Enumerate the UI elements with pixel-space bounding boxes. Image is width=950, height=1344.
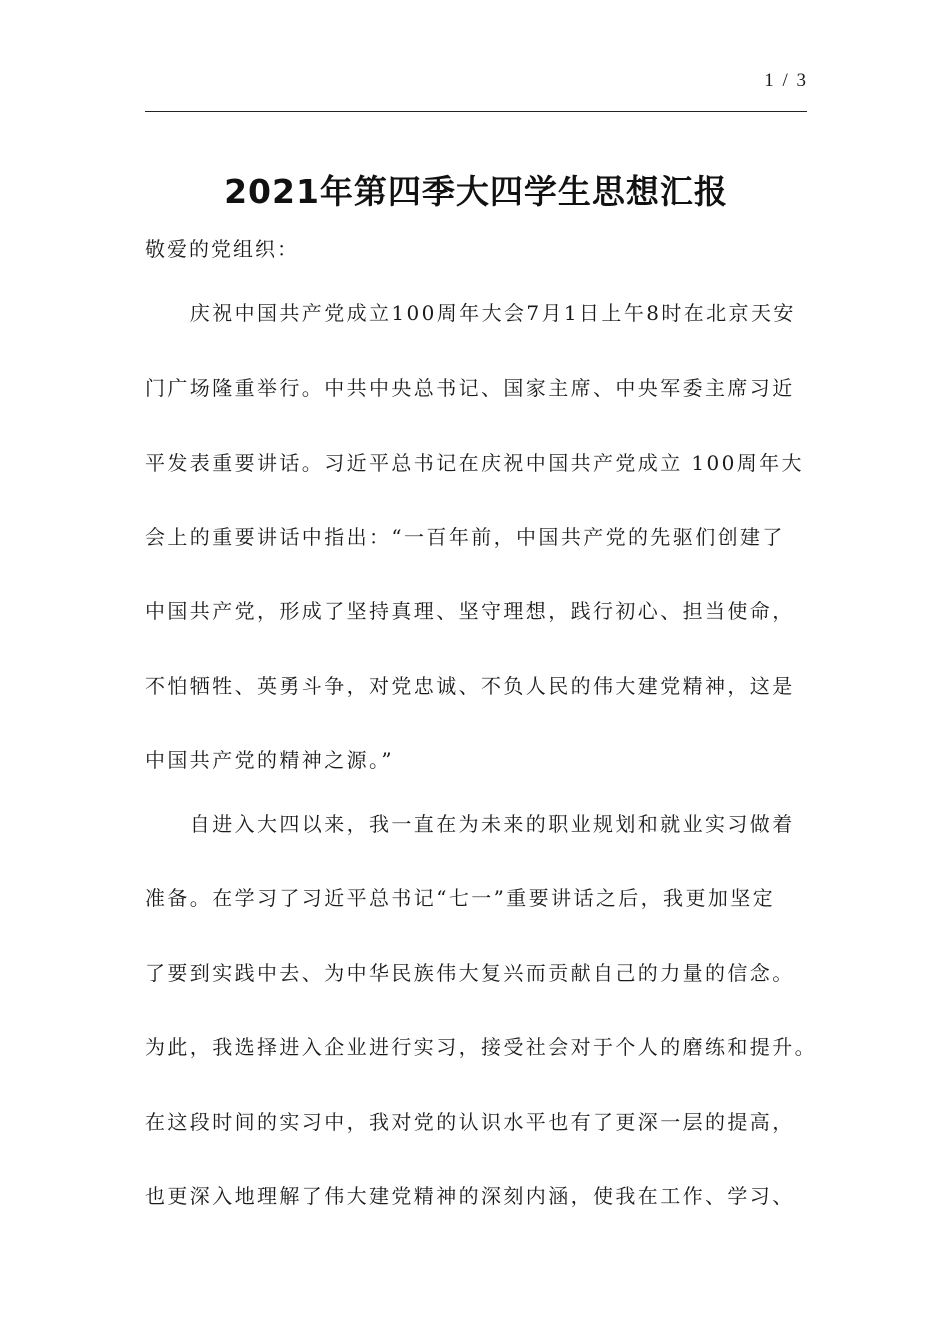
body-line: 会上的重要讲话中指出：“一百年前，中国共产党的先驱们创建了	[145, 525, 785, 549]
body-line: 在这段时间的实习中，我对党的认识水平也有了更深一层的提高，	[145, 1110, 795, 1134]
page-number: 1 / 3	[764, 70, 808, 91]
body-line: 庆祝中国共产党成立100周年大会7月1日上午8时在北京天安	[145, 301, 796, 325]
body-line: 中国共产党，形成了坚持真理、坚守理想，践行初心、担当使命，	[145, 599, 795, 623]
body-line: 自进入大四以来，我一直在为未来的职业规划和就业实习做着	[145, 812, 795, 836]
body-line: 了要到实践中去、为中华民族伟大复兴而贡献自己的力量的信念。	[145, 961, 795, 985]
body-line: 门广场隆重举行。中共中央总书记、国家主席、中央军委主席习近	[145, 376, 795, 400]
body-line: 准备。在学习了习近平总书记“七一”重要讲话之后，我更加坚定	[145, 886, 776, 910]
document-title: 2021年第四季大四学生思想汇报	[224, 172, 728, 211]
body-line: 不怕牺牲、英勇斗争，对党忠诚、不负人民的伟大建党精神，这是	[145, 674, 795, 698]
body-line: 中国共产党的精神之源。”	[145, 748, 395, 772]
body-line: 平发表重要讲话。习近平总书记在庆祝中国共产党成立 100周年大	[145, 451, 804, 475]
salutation: 敬爱的党组织：	[145, 237, 299, 261]
body-line: 为此，我选择进入企业进行实习，接受社会对于个人的磨练和提升。	[145, 1035, 817, 1059]
header-divider	[145, 111, 807, 112]
body-line: 也更深入地理解了伟大建党精神的深刻内涵，使我在工作、学习、	[145, 1184, 795, 1208]
